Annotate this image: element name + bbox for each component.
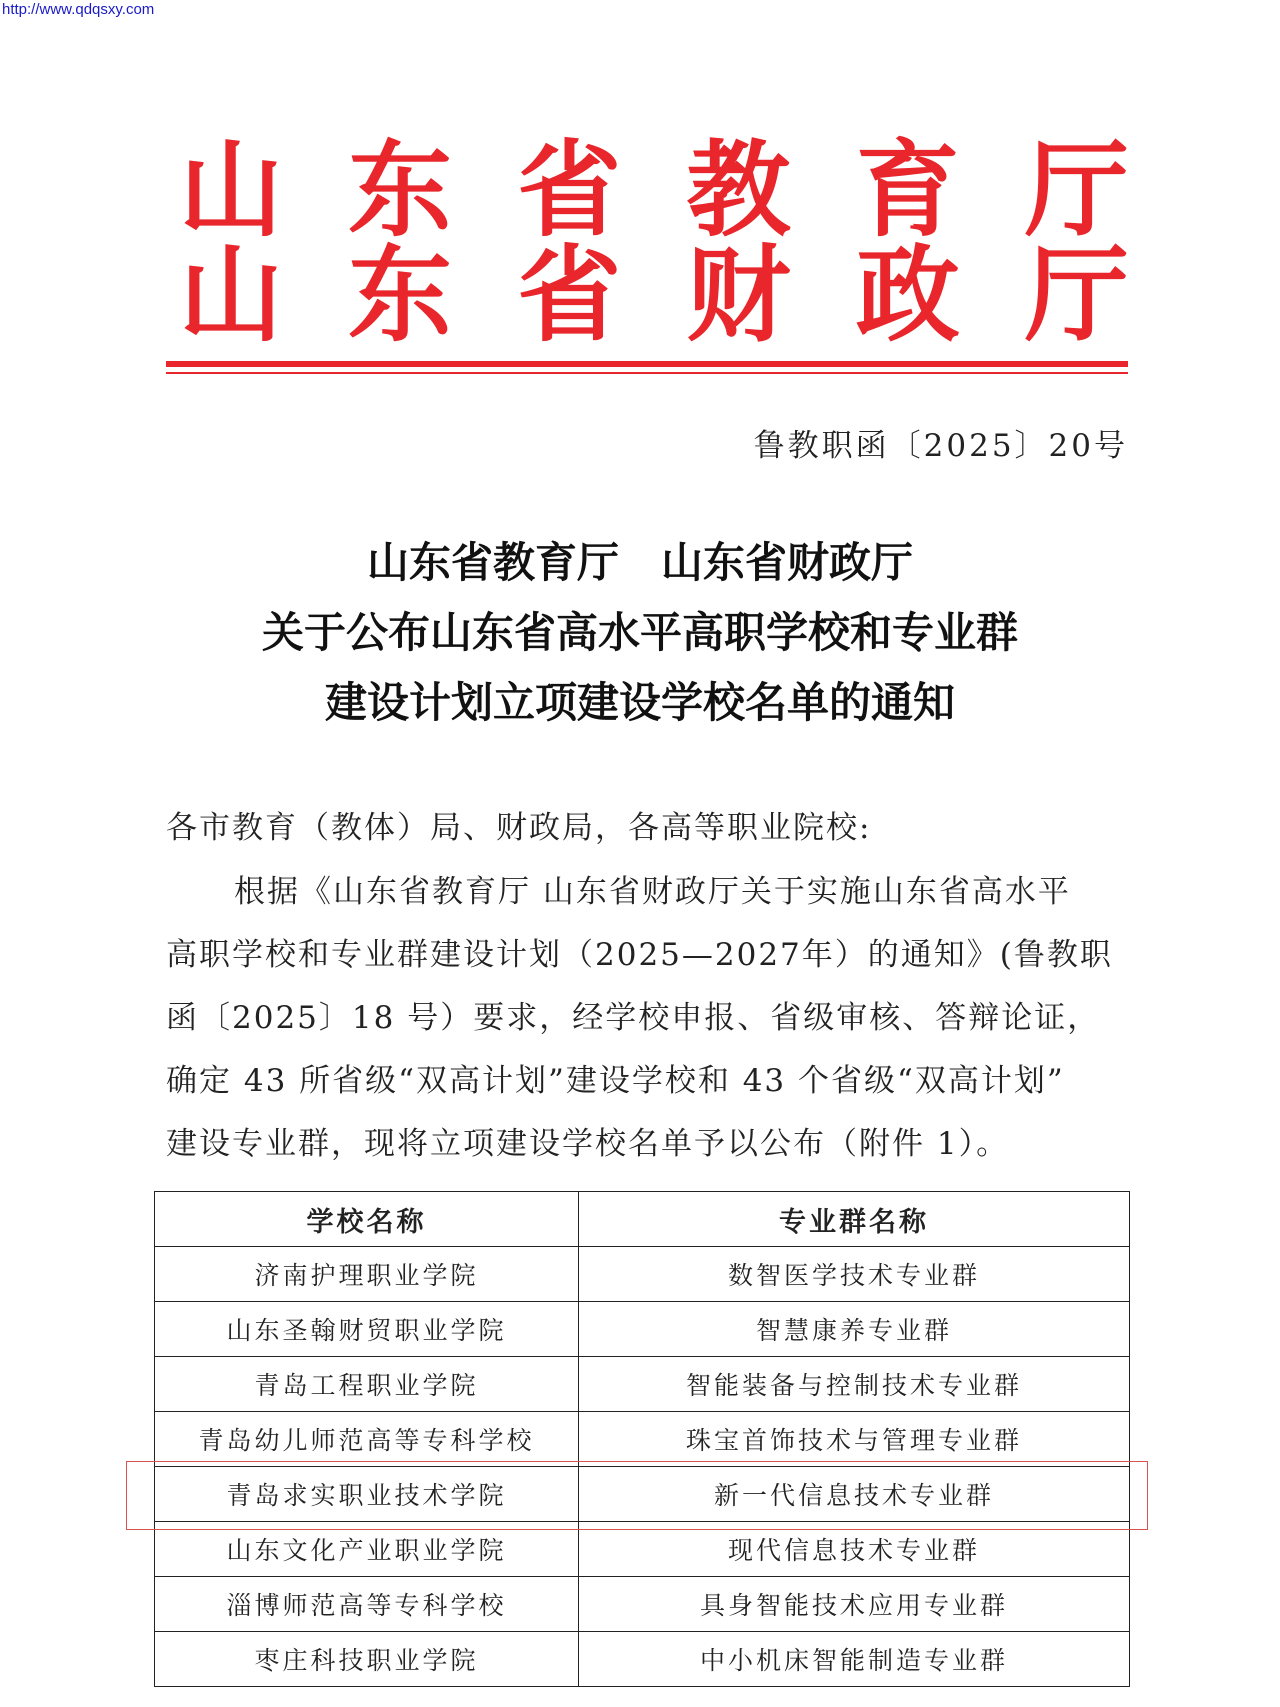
school-name-cell: 青岛求实职业技术学院 <box>155 1467 579 1522</box>
table-row <box>155 1412 1130 1467</box>
table-header-row <box>155 1192 1130 1247</box>
table-row <box>155 1247 1130 1302</box>
header-char: 省 <box>517 128 622 251</box>
school-name-cell: 淄博师范高等专科学校 <box>155 1577 579 1632</box>
school-name-cell: 山东文化产业职业学院 <box>155 1522 579 1577</box>
body-line: 根据《山东省教育厅 山东省财政厅关于实施山东省高水平 <box>234 874 1071 910</box>
header-char: 厅 <box>1024 233 1129 356</box>
header-char: 财 <box>686 233 791 356</box>
source-url[interactable]: http://www.qdqsxy.com <box>2 1 155 18</box>
table-row <box>155 1577 1130 1632</box>
group-name-cell: 数智医学技术专业群 <box>579 1247 1130 1302</box>
table-row-highlighted <box>155 1467 1130 1522</box>
header-char: 教 <box>686 128 791 251</box>
salutation: 各市教育（教体）局、财政局，各高等职业院校: <box>166 810 872 846</box>
group-name-cell: 现代信息技术专业群 <box>579 1522 1130 1577</box>
header-rule-thick <box>166 361 1128 367</box>
group-name-cell: 新一代信息技术专业群 <box>579 1467 1130 1522</box>
group-name-cell: 珠宝首饰技术与管理专业群 <box>579 1412 1130 1467</box>
body-line: 确定 43 所省级“双高计划”建设学校和 43 个省级“双高计划” <box>166 1063 1065 1099</box>
document-number: 鲁教职函〔2025〕20号 <box>753 428 1128 464</box>
body-line: 高职学校和专业群建设计划（2025—2027年）的通知》(鲁教职 <box>166 937 1113 973</box>
column-header-school: 学校名称 <box>155 1192 579 1247</box>
table-row <box>155 1522 1130 1577</box>
header-char: 厅 <box>1024 128 1129 251</box>
column-header-group: 专业群名称 <box>579 1192 1130 1247</box>
body-line: 函〔2025〕18 号）要求，经学校申报、省级审核、答辩论证， <box>166 1000 1101 1036</box>
table-row <box>155 1632 1130 1687</box>
school-list-table <box>154 1191 1130 1687</box>
table-row <box>155 1357 1130 1412</box>
school-name-cell: 山东圣翰财贸职业学院 <box>155 1302 579 1357</box>
table-row <box>155 1302 1130 1357</box>
header-char: 山 <box>178 233 283 356</box>
header-char: 东 <box>348 128 453 251</box>
title-line-3: 建设计划立项建设学校名单的通知 <box>324 678 955 727</box>
group-name-cell: 智能装备与控制技术专业群 <box>579 1357 1130 1412</box>
school-name-cell: 枣庄科技职业学院 <box>155 1632 579 1687</box>
group-name-cell: 具身智能技术应用专业群 <box>579 1577 1130 1632</box>
body-line: 建设专业群，现将立项建设学校名单予以公布（附件 1）。 <box>166 1126 1010 1162</box>
header-char: 山 <box>178 128 283 251</box>
header-char: 省 <box>517 233 622 356</box>
title-line-2: 关于公布山东省高水平高职学校和专业群 <box>261 608 1018 657</box>
group-name-cell: 智慧康养专业群 <box>579 1302 1130 1357</box>
school-name-cell: 青岛幼儿师范高等专科学校 <box>155 1412 579 1467</box>
header-rule-thin <box>166 372 1128 374</box>
group-name-cell: 中小机床智能制造专业群 <box>579 1632 1130 1687</box>
header-char: 政 <box>855 233 960 356</box>
school-name-cell: 济南护理职业学院 <box>155 1247 579 1302</box>
school-name-cell: 青岛工程职业学院 <box>155 1357 579 1412</box>
header-char: 东 <box>348 233 453 356</box>
header-char: 育 <box>855 128 960 251</box>
issuer-header-finance <box>176 233 1132 356</box>
issuer-header-education <box>176 128 1132 251</box>
title-line-1: 山东省教育厅 山东省财政厅 <box>366 538 913 587</box>
